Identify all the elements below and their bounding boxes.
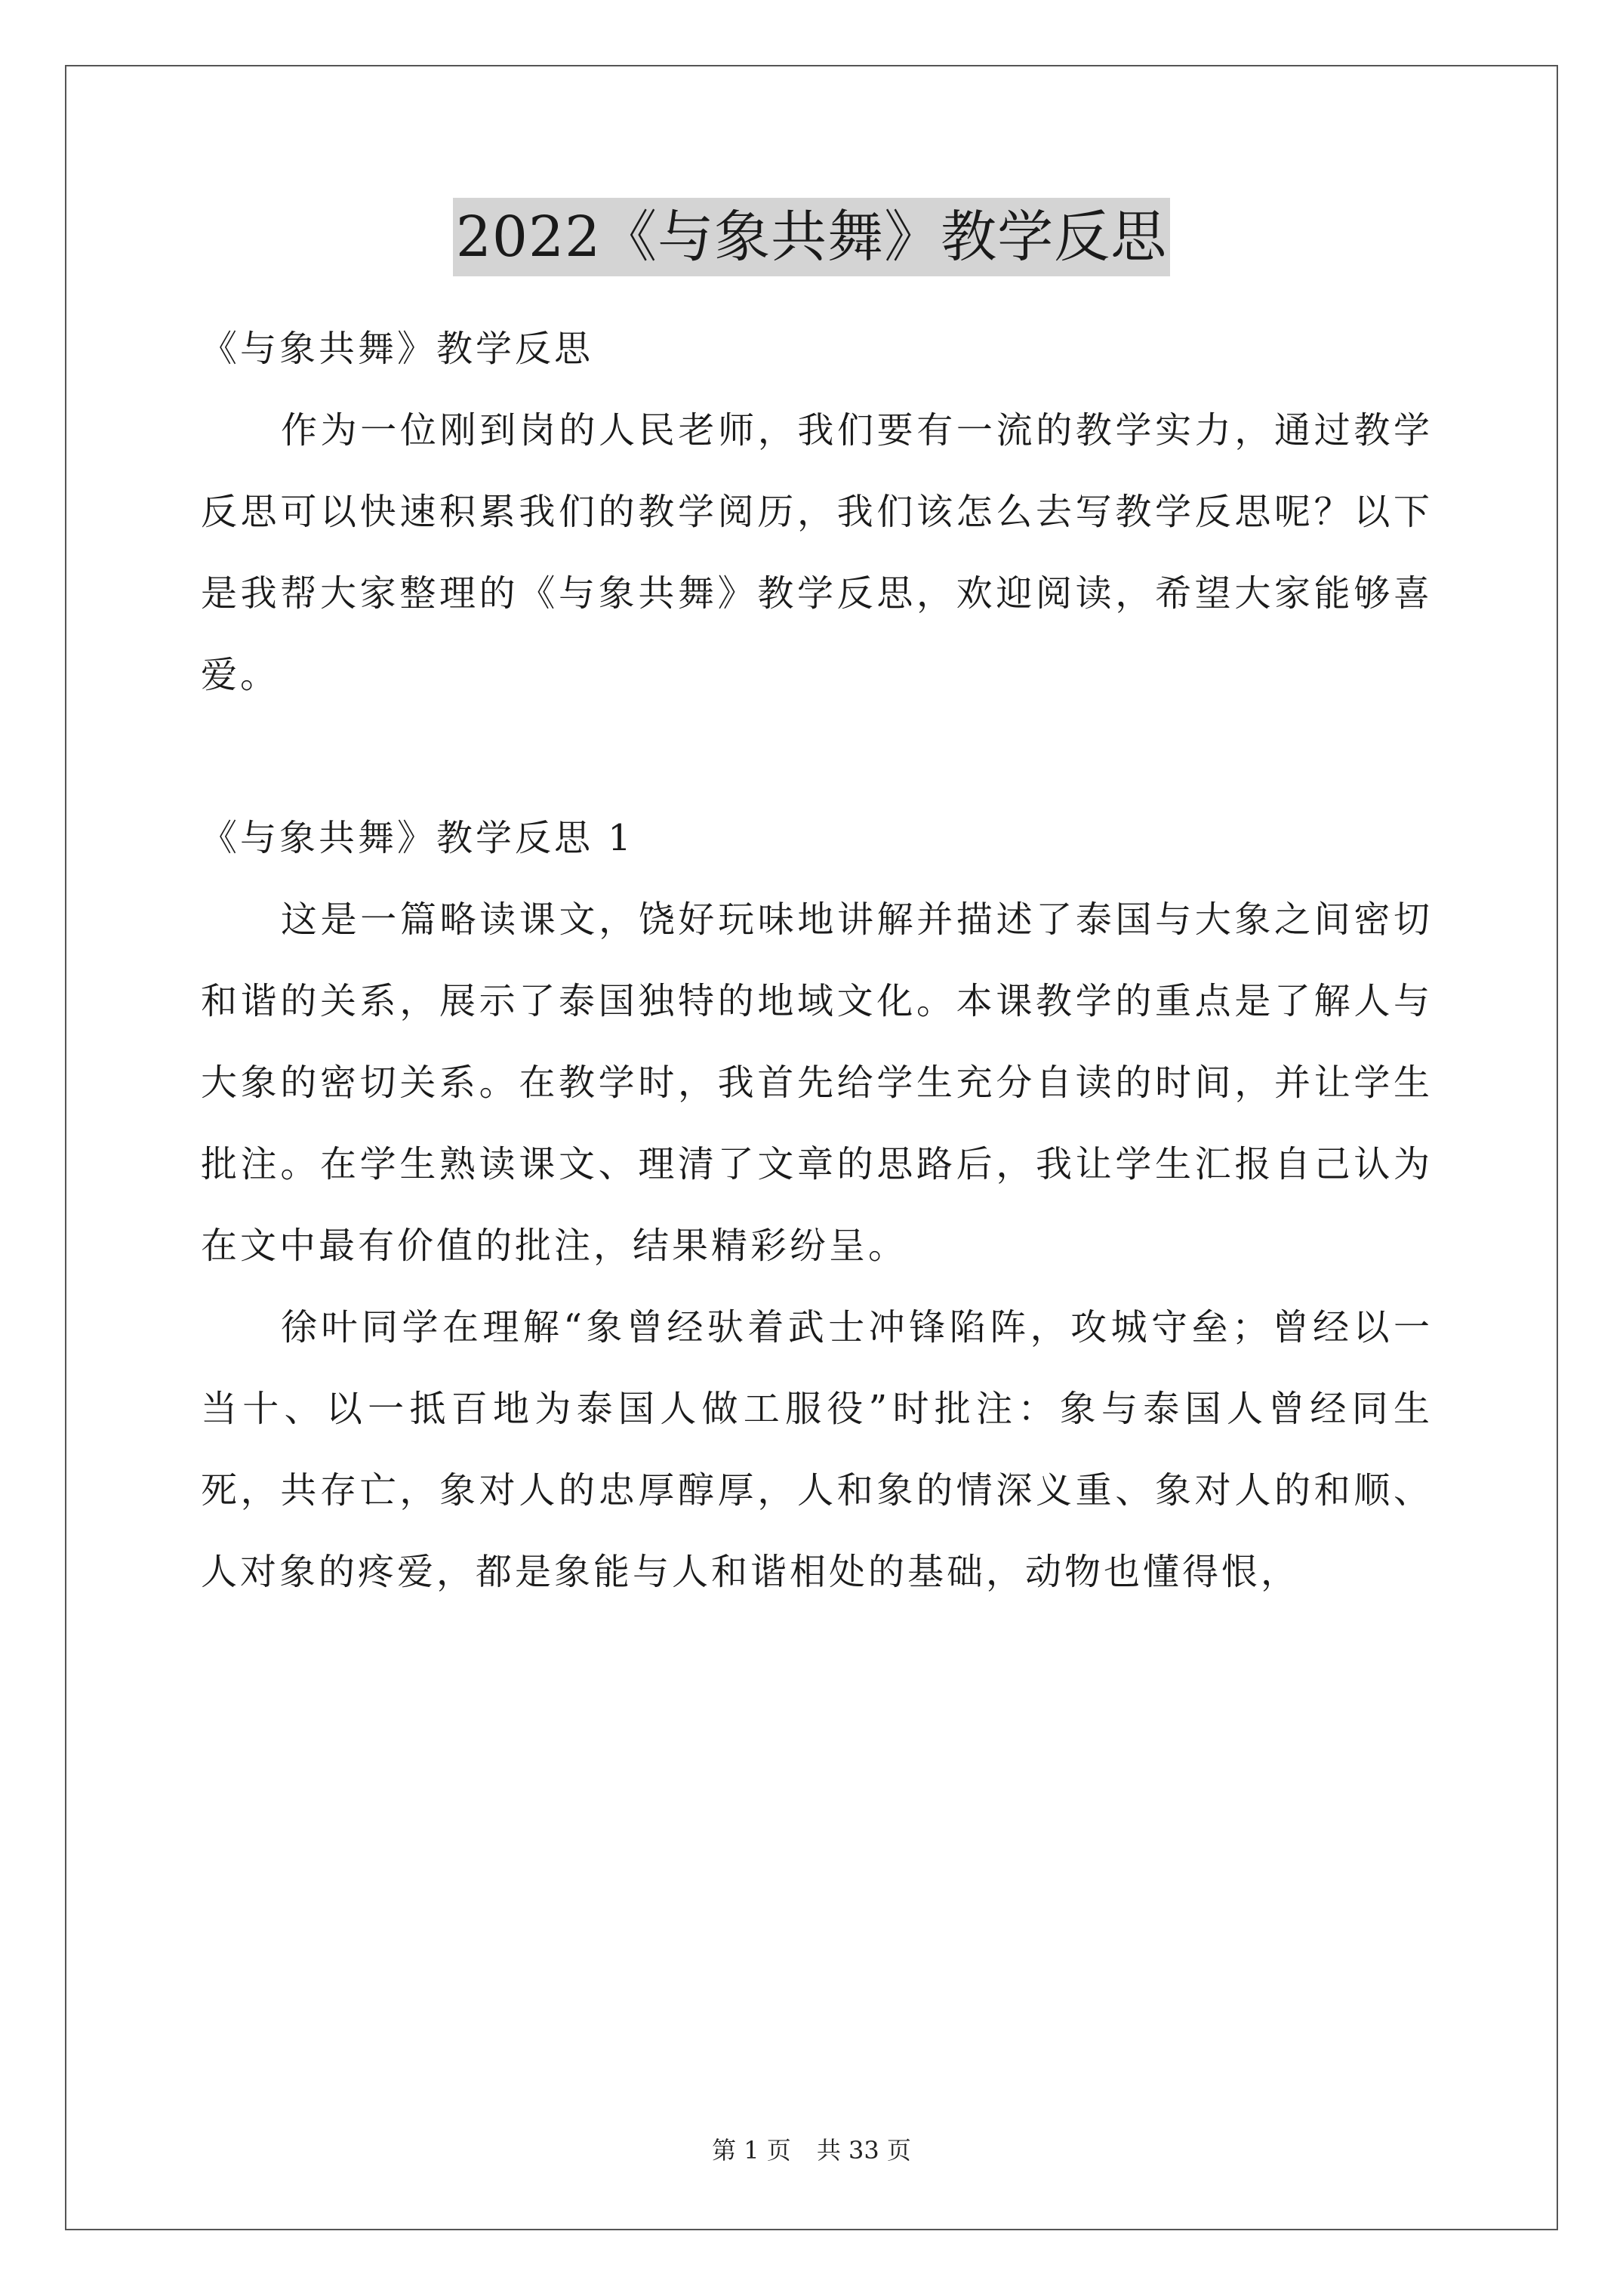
title-wrap [0,198,1623,276]
page-number: 第 1 页 [712,2136,791,2165]
page-footer [0,2135,1623,2165]
section-1-paragraph-2: 徐叶同学在理解“象曾经驮着武士冲锋陷阵，攻城守垒；曾经以一当十、以一抵百地为泰国人做工服役”时批注：象与泰国人曾经同生死，共存亡，象对人的忠厚醇厚，人和象的情深义重、象对人的和顺、人对象的疼爱，都是象能与人和谐相处的基础，动物也懂得恨， [201,1306,1433,1593]
document-title: 2022《与象共舞》教学反思 [453,198,1170,276]
intro-paragraph: 作为一位刚到岗的人民老师，我们要有一流的教学实力，通过教学反思可以快速积累我们的教学阅历，我们该怎么去写教学反思呢？以下是我帮大家整理的《与象共舞》教学反思，欢迎阅读，希望大家能够喜爱。 [201,409,1433,696]
section-heading-1: 《与象共舞》教学反思 1 [201,817,634,859]
page-total: 共 33 页 [816,2136,911,2165]
section-1-paragraph-1: 这是一篇略读课文，饶好玩味地讲解并描述了泰国与大象之间密切和谐的关系，展示了泰国独特的地域文化。本课教学的重点是了解人与大象的密切关系。在教学时，我首先给学生充分自读的时间，并让学生批注。在学生熟读课文、理清了文章的思路后，我让学生汇报自己认为在文中最有价值的批注，结果精彩纷呈。 [201,898,1433,1267]
document-body [201,308,1433,1613]
section-heading-intro: 《与象共舞》教学反思 [201,328,594,370]
section-spacer [201,716,1433,797]
